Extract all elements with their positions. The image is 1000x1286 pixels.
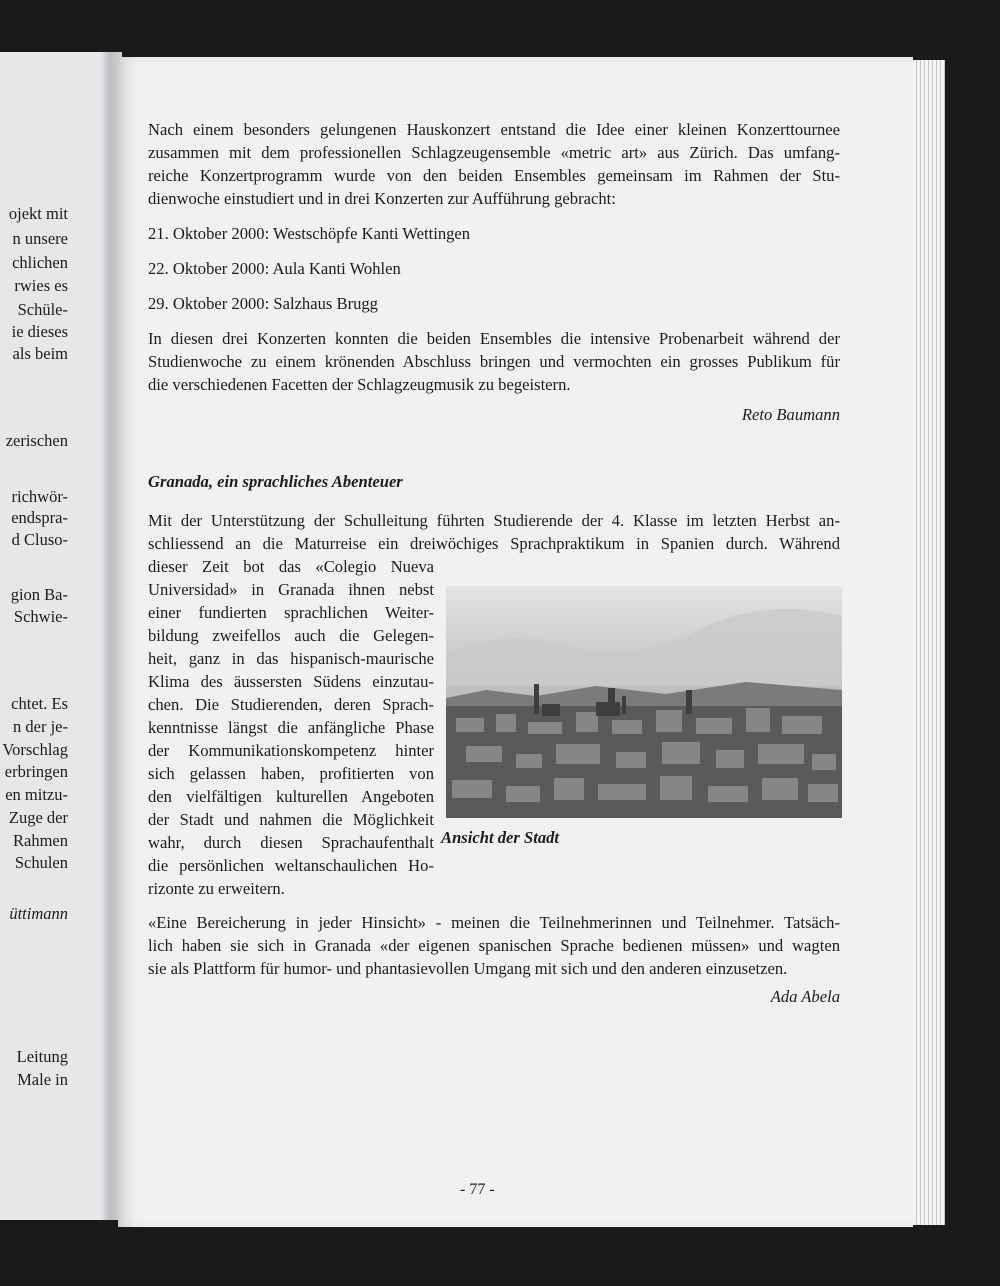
concert-date: 29. Oktober 2000: Salzhaus Brugg (148, 294, 378, 313)
text-line: Mit der Unterstützung der Schulleitung führten Studierende der 4. Klasse im letzten Herbst an- (148, 511, 840, 530)
article-concert (148, 118, 840, 426)
article-heading: Granada, ein sprachliches Abenteuer (148, 472, 403, 491)
text-line: dienwoche einstudiert und in drei Konzerten zur Aufführung gebracht: (148, 189, 616, 208)
text-line: Universidad» in Granada ihnen nebst (148, 580, 434, 599)
text-line: Klima des äussersten Südens einzutau- (148, 672, 434, 691)
text-line: In diesen drei Konzerten konnten die beiden Ensembles die intensive Probenarbeit während der (148, 329, 840, 348)
left-page-line: n unsere (12, 229, 68, 248)
text-line: Studienwoche zu einem krönenden Abschluss bringen und vermochten ein grosses Publikum für (148, 352, 840, 371)
left-page-line: gion Ba- (10, 585, 68, 604)
left-page-line: Schwie- (13, 607, 68, 626)
text-line: sich gelassen haben, profitierten von (148, 764, 434, 783)
concert-date: 21. Oktober 2000: Westschöpfe Kanti Wettingen (148, 224, 471, 243)
text-line: schliessend an die Maturreise ein dreiwöchiges Sprachpraktikum in Spanien durch. Während (148, 534, 840, 553)
photo-caption: Ansicht der Stadt (441, 828, 560, 847)
left-page-line: Rahmen (13, 831, 68, 850)
left-page-line: Male in (17, 1070, 68, 1089)
granada-city-photo (446, 586, 842, 818)
text-line: reiche Konzertprogramm wurde von den beiden Ensembles gemeinsam im Rahmen der Stu- (148, 166, 840, 185)
text-line: wahr, durch diesen Sprachaufenthalt (148, 833, 434, 852)
left-page-line: erbringen (4, 762, 68, 781)
author-signature: Reto Baumann (741, 405, 840, 424)
granada-wrapped-text (148, 555, 434, 900)
left-page-line: richwör- (11, 487, 68, 506)
left-page-line: Zuge der (8, 808, 68, 827)
text-line: kenntnisse längst die anfängliche Phase (148, 718, 434, 737)
page-number: - 77 - (460, 1181, 495, 1198)
left-page-line: endspra- (11, 508, 68, 527)
left-page-line: chlichen (12, 253, 68, 272)
left-page-line: d Cluso- (11, 530, 68, 549)
left-page-line: ie dieses (11, 322, 68, 341)
city-skyline-drawing (446, 586, 842, 818)
left-page (0, 52, 112, 1220)
author-signature: Ada Abela (770, 987, 840, 1006)
text-line: die persönlichen weltanschaulichen Ho- (148, 856, 434, 875)
text-line: der Kommunikationskompetenz hinter (148, 741, 434, 760)
text-line: sie als Plattform für humor- und phantasievollen Umgang mit sich und den anderen einzusetzen. (148, 959, 788, 978)
left-page-line: zerischen (5, 431, 68, 450)
left-page-line: als beim (12, 344, 68, 363)
concert-date: 22. Oktober 2000: Aula Kanti Wohlen (148, 259, 401, 278)
text-line: lich haben sie sich in Granada «der eigenen spanischen Sprache bedienen müssen» und wagten (148, 936, 840, 955)
concert-intro (148, 118, 840, 210)
left-page-line: rwies es (14, 276, 68, 295)
text-line: «Eine Bereicherung in jeder Hinsicht» - meinen die Teilnehmerinnen und Teilnehmer. Tatsäch- (148, 913, 840, 932)
text-line: die verschiedenen Facetten der Schlagzeugmusik zu begeistern. (148, 375, 571, 394)
granada-closing (148, 911, 840, 1008)
granada-intro (148, 509, 840, 555)
text-line: bildung zweifellos auch die Gelegen- (148, 626, 434, 645)
text-line: den vielfältigen kulturellen Angeboten (148, 787, 434, 806)
concert-closing (148, 327, 840, 396)
left-page-line: chtet. Es (11, 694, 68, 713)
left-page-line: Vorschlag (2, 740, 68, 759)
left-page-line: Leitung (16, 1047, 68, 1066)
text-line: zusammen mit dem professionellen Schlagzeugensemble «metric art» aus Zürich. Das umfang- (148, 143, 840, 162)
text-line: einer fundierten sprachlichen Weiter- (148, 603, 434, 622)
left-page-line: ojekt mit (8, 204, 68, 223)
text-line: chen. Die Studierenden, deren Sprach- (148, 695, 434, 714)
left-page-line: n der je- (13, 717, 68, 736)
left-page-line: üttimann (9, 904, 68, 923)
text-line: rizonte zu erweitern. (148, 879, 285, 898)
text-line: Nach einem besonders gelungenen Hauskonzert entstand die Idee einer kleinen Konzerttournee (148, 120, 840, 139)
left-page-line: en mitzu- (5, 785, 68, 804)
text-line: heit, ganz in das hispanisch-maurische (148, 649, 434, 668)
text-line: der Stadt und nahmen die Möglichkeit (148, 810, 434, 829)
text-line: dieser Zeit bot das «Colegio Nueva (148, 557, 434, 576)
left-page-line: Schulen (14, 853, 68, 872)
left-page-line: Schüle- (17, 300, 68, 319)
